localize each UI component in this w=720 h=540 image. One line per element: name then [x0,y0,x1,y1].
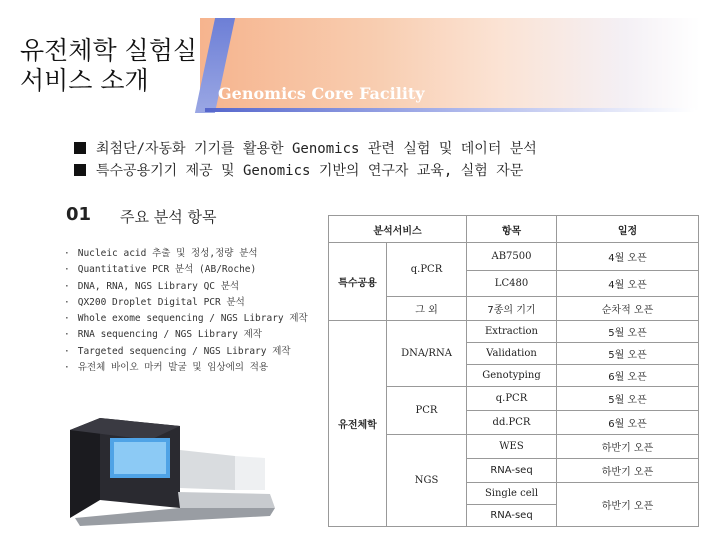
page-title [20,36,197,96]
cell-schedule: 5월 오픈 [557,343,699,365]
sequencer-instrument-icon [60,390,300,540]
cell-schedule: 5월 오픈 [557,321,699,343]
cell-item: Extraction [467,321,557,343]
page-title-line2: 서비스 소개 [20,66,149,95]
cell-item: Genotyping [467,365,557,387]
cell-schedule: 5월 오픈 [557,387,699,411]
list-item: · QX200 Droplet Digital PCR 분석 [64,295,308,311]
table-header-row [329,216,699,243]
cell-item: WES [467,435,557,459]
banner-underline [205,108,695,112]
list-item: · RNA sequencing / NGS Library 제작 [64,327,308,343]
table-row [329,243,699,271]
cell-schedule: 하반기 오픈 [557,483,699,527]
square-bullet-icon [74,164,86,176]
group-genomics: 유전체학 [329,321,387,527]
cell-item: 7종의 기기 [467,297,557,321]
analysis-list [64,246,308,376]
list-item: · Targeted sequencing / NGS Library 제작 [64,344,308,360]
cell-schedule: 하반기 오픈 [557,435,699,459]
cell-schedule: 6월 오픈 [557,411,699,435]
sub-other: 그 외 [387,297,467,321]
cell-schedule: 4월 오픈 [557,243,699,271]
sub-ngs: NGS [387,435,467,527]
section-title: 주요 분석 항목 [120,208,217,226]
list-item: · 유전체 바이오 마커 발굴 및 임상에의 적용 [64,360,308,376]
cell-schedule: 4월 오픈 [557,271,699,297]
cell-item: Single cell [467,483,557,505]
intro-bullet: 특수공용기기 제공 및 Genomics 기반의 연구자 교육, 실험 자문 [74,160,523,180]
sub-qpcr: q.PCR [387,243,467,297]
table-row [329,321,699,343]
intro-bullet: 최첨단/자동화 기기를 활용한 Genomics 관련 실험 및 데이터 분석 [74,138,537,158]
cell-item: AB7500 [467,243,557,271]
cell-schedule: 6월 오픈 [557,365,699,387]
col-header-item: 항목 [467,216,557,243]
cell-schedule: 하반기 오픈 [557,459,699,483]
service-table [328,215,699,527]
cell-item: RNA-seq [467,505,557,527]
sub-dnarna: DNA/RNA [387,321,467,387]
cell-item: RNA-seq [467,459,557,483]
square-bullet-icon [74,142,86,154]
sub-pcr: PCR [387,387,467,435]
banner-title: Genomics Core Facility [218,84,425,103]
cell-item: LC480 [467,271,557,297]
group-special: 특수공용 [329,243,387,321]
cell-item: q.PCR [467,387,557,411]
section-number: 01 [66,204,92,225]
cell-item: Validation [467,343,557,365]
col-header-schedule: 일정 [557,216,699,243]
list-item: · Quantitative PCR 분석 (AB/Roche) [64,262,308,278]
col-header-service: 분석서비스 [329,216,467,243]
cell-schedule: 순차적 오픈 [557,297,699,321]
list-item: · Whole exome sequencing / NGS Library 제작 [64,311,308,327]
list-item: · Nucleic acid 추출 및 정성,정량 분석 [64,246,308,262]
list-item: · DNA, RNA, NGS Library QC 분석 [64,279,308,295]
cell-item: dd.PCR [467,411,557,435]
page-title-line1: 유전체학 실험실 [20,36,197,65]
